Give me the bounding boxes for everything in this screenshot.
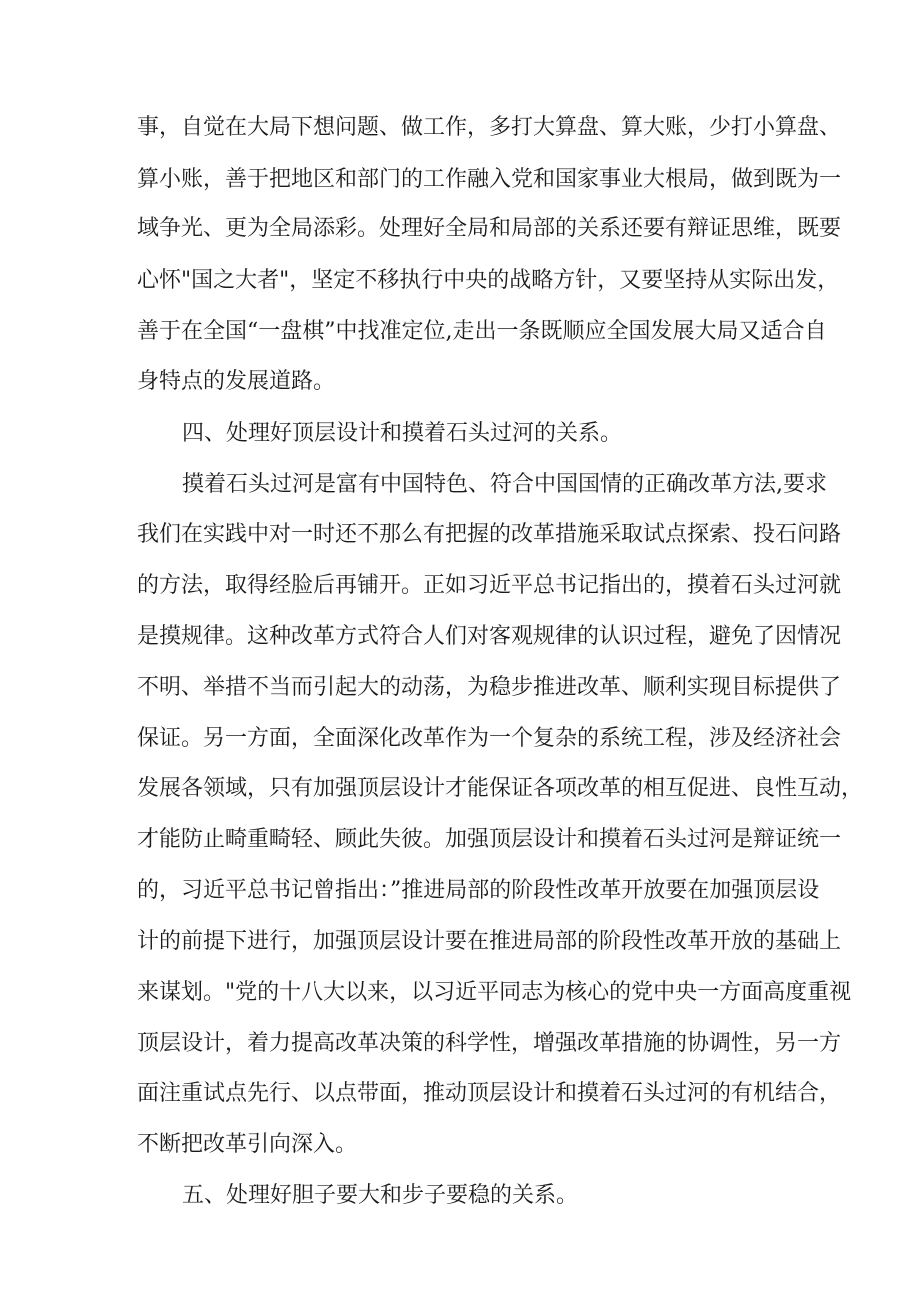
body-line-7: 摸着石头过河是富有中国特色、符合中国国情的正确改革方法,要求 [182,472,827,497]
body-line-16: 计的前提下进行，加强顶层设计要在推进局部的阶段性改革开放的基础上 [137,929,842,954]
body-line-2: 算小账，善于把地区和部门的工作融入党和国家事业大根局，做到既为一 [137,167,842,192]
body-line-19: 面注重试点先行、以点带面，推动顶层设计和摸着石头过河的有机结合， [137,1081,842,1106]
body-line-1: 事，自觉在大局下想问题、做工作，多打大算盘、算大账，少打小算盘、 [137,115,842,140]
body-line-17: 来谋划。"党的十八大以来，以习近平同志为核心的党中央一方面高度重视 [137,980,852,1005]
body-line-4: 心怀"国之大者"，坚定不移执行中央的战略方针，又要坚持从实际出发， [137,268,840,293]
body-line-6: 身特点的发展道路。 [137,369,336,394]
body-line-3: 域争光、更为全局添彩。处理好全局和局部的关系还要有辩证思维，既要 [137,216,842,241]
body-line-9: 的方法，取得经脸后再铺开。正如习近平总书记指出的，摸着石头过河就 [137,573,842,598]
body-line-5: 善于在全国“一盘棋”中找准定位,走出一条既顺应全国发展大局又适合自 [137,319,827,344]
body-line-15: 的，习近平总书记曾指出：”推进局部的阶段性改革开放要在加强顶层设 [137,878,820,903]
body-line-13: 发展各领域，只有加强顶层设计才能保证各项改革的相互促进、良性互动， [137,776,864,801]
section-heading-5: 五、处理好胆子要大和步子要稳的关系。 [182,1183,579,1208]
section-heading-4: 四、处理好顶层设计和摸着石头过河的关系。 [182,421,623,446]
body-line-14: 才能防止畸重畸轻、顾此失彼。加强顶层设计和摸着石头过河是辩证统一 [137,827,842,852]
body-line-11: 不明、举措不当而引起大的动荡，为稳步推进改革、顺利实现目标提供了 [137,675,842,700]
body-line-8: 我们在实践中对一时还不那么有把握的改革措施采取试点探索、投石问路 [137,522,842,547]
body-line-10: 是摸规律。这种改革方式符合人们对客观规律的认识过程，避免了因情况 [137,624,842,649]
body-line-18: 顶层设计，着力提高改革决策的科学性，增强改革措施的协调性，另一方 [137,1031,842,1056]
body-line-20: 不断把改革引向深入。 [137,1132,358,1157]
body-line-12: 保证。另一方面，全面深化改革作为一个复杂的系统工程，涉及经济社会 [137,726,842,751]
